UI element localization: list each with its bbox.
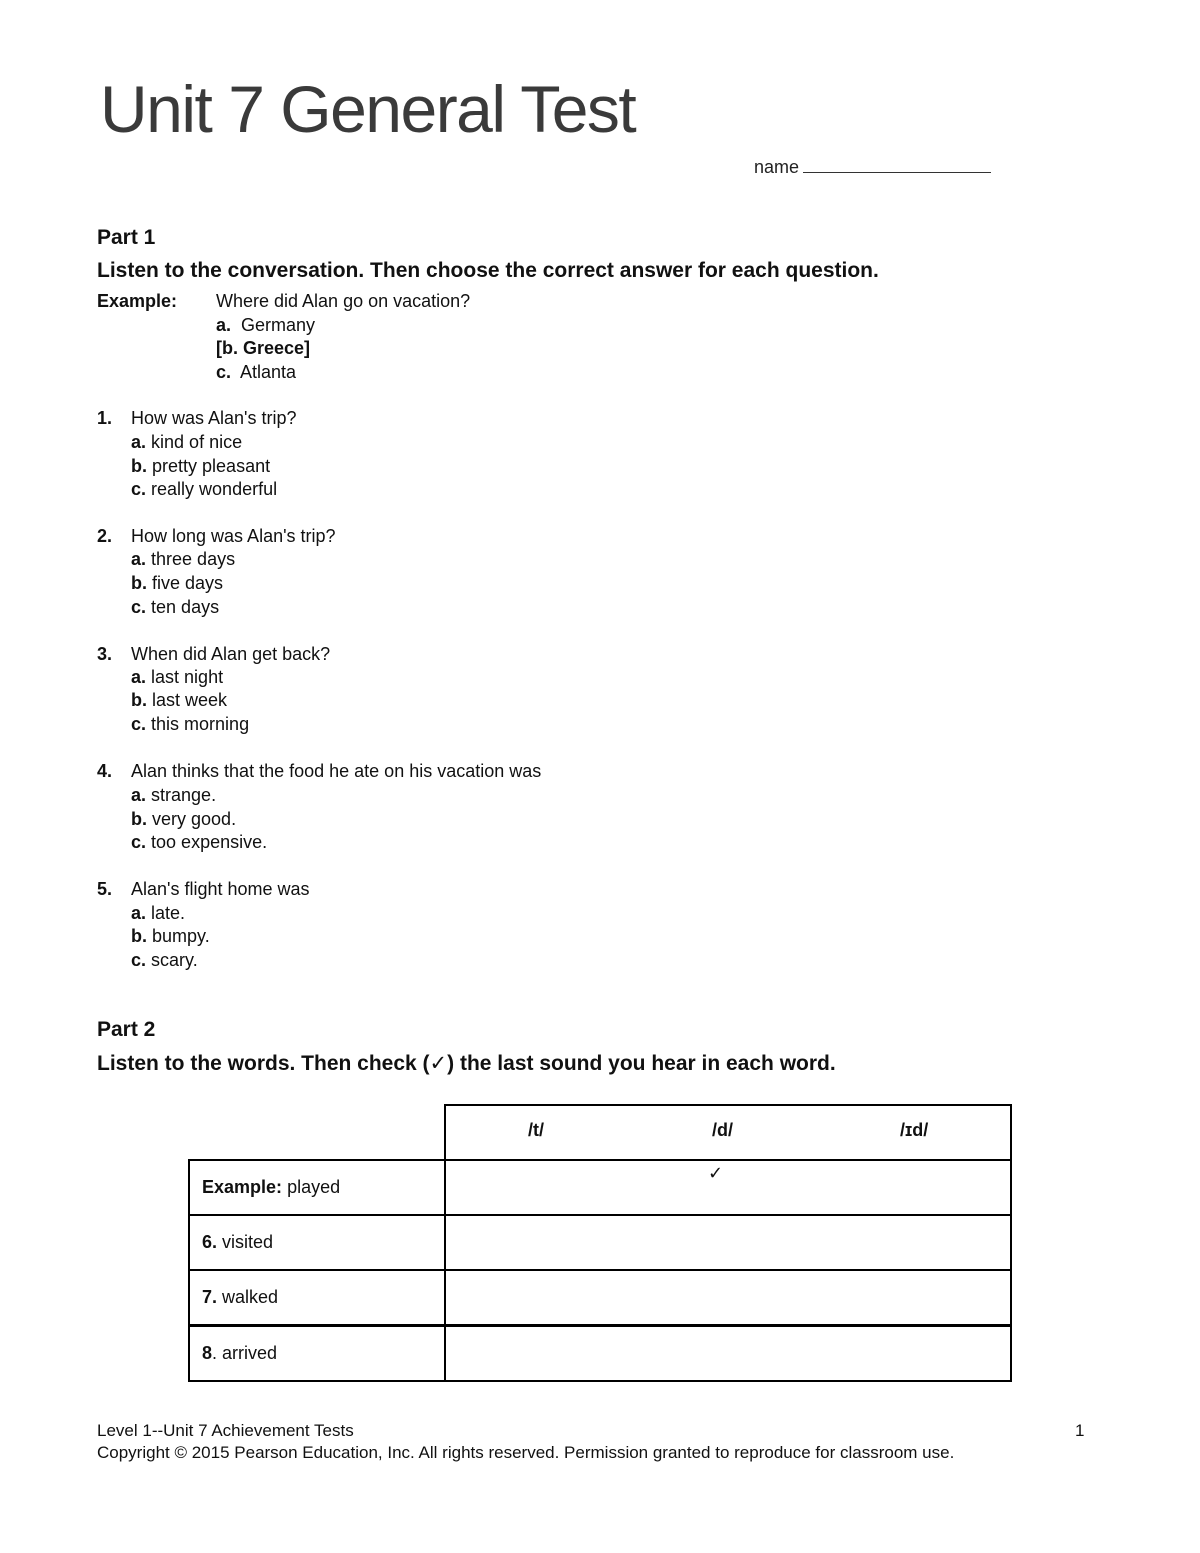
question-text: Alan thinks that the food he ate on his vacation was: [131, 761, 542, 781]
table-row-answers[interactable]: [444, 1214, 1012, 1271]
part1-heading: Part 1: [97, 226, 156, 249]
table-row-label: 8 . arrived: [188, 1325, 446, 1382]
answer-option: a. kind of nice: [131, 432, 243, 452]
example-question: Where did Alan go on vacation?: [216, 291, 471, 311]
column-header-id: /ɪd/: [900, 1120, 929, 1140]
question-number: 1.: [97, 408, 113, 428]
page-number: 1: [1075, 1421, 1085, 1440]
part2-instruction: Listen to the words. Then check (✓) the last sound you hear in each word.: [97, 1052, 836, 1075]
part1-instruction: Listen to the conversation. Then choose the correct answer for each question.: [97, 259, 879, 282]
answer-option: c. too expensive.: [131, 832, 268, 852]
name-blank-line: [803, 156, 991, 173]
answer-option: a. strange.: [131, 785, 217, 805]
answer-option: b. pretty pleasant: [131, 456, 271, 476]
answer-option: a. last night: [131, 667, 224, 687]
answer-option: b. five days: [131, 573, 224, 593]
question-text: When did Alan get back?: [131, 644, 331, 664]
example-answer: [b. Greece]: [216, 338, 311, 358]
question-text: How was Alan's trip?: [131, 408, 297, 428]
table-row-label: 6. visited: [188, 1214, 446, 1271]
answer-option: c. really wonderful: [131, 479, 278, 499]
table-row-answers[interactable]: [444, 1325, 1012, 1382]
answer-option: c. ten days: [131, 597, 220, 617]
question-number: 5.: [97, 879, 113, 899]
answer-option: b. bumpy.: [131, 926, 210, 946]
footer-copyright: Copyright © 2015 Pearson Education, Inc. All rights reserved. Permission granted to reproduce for classroom use.: [97, 1443, 955, 1462]
question-number: 2.: [97, 526, 113, 546]
answer-option: b. last week: [131, 690, 228, 710]
table-header: [444, 1104, 1012, 1161]
answer-option: a. late.: [131, 903, 186, 923]
question-text: How long was Alan's trip?: [131, 526, 336, 546]
answer-option: c. scary.: [131, 950, 198, 970]
answer-option: c. this morning: [131, 714, 250, 734]
example-option: a. Germany: [216, 315, 316, 335]
sound-table: [188, 1104, 1012, 1382]
page-title: Unit 7 General Test: [100, 72, 636, 146]
name-label: name: [754, 157, 800, 177]
question-text: Alan's flight home was: [131, 879, 310, 899]
column-header-t: /t/: [528, 1120, 544, 1140]
part2-heading: Part 2: [97, 1018, 156, 1041]
table-row-label: 7. walked: [188, 1269, 446, 1326]
answer-option: a. three days: [131, 549, 236, 569]
example-option: c. Atlanta: [216, 362, 297, 382]
column-header-d: /d/: [712, 1120, 733, 1140]
question-number: 4.: [97, 761, 113, 781]
table-row-answers[interactable]: [444, 1269, 1012, 1326]
example-label: Example:: [97, 291, 178, 311]
question-number: 3.: [97, 644, 113, 664]
footer-level: Level 1--Unit 7 Achievement Tests: [97, 1421, 354, 1440]
table-row-label: Example: played: [188, 1159, 446, 1216]
name-field: [754, 156, 991, 178]
answer-option: b. very good.: [131, 809, 237, 829]
check-mark-icon: ✓: [708, 1163, 724, 1183]
table-row-answers[interactable]: [444, 1159, 1012, 1216]
